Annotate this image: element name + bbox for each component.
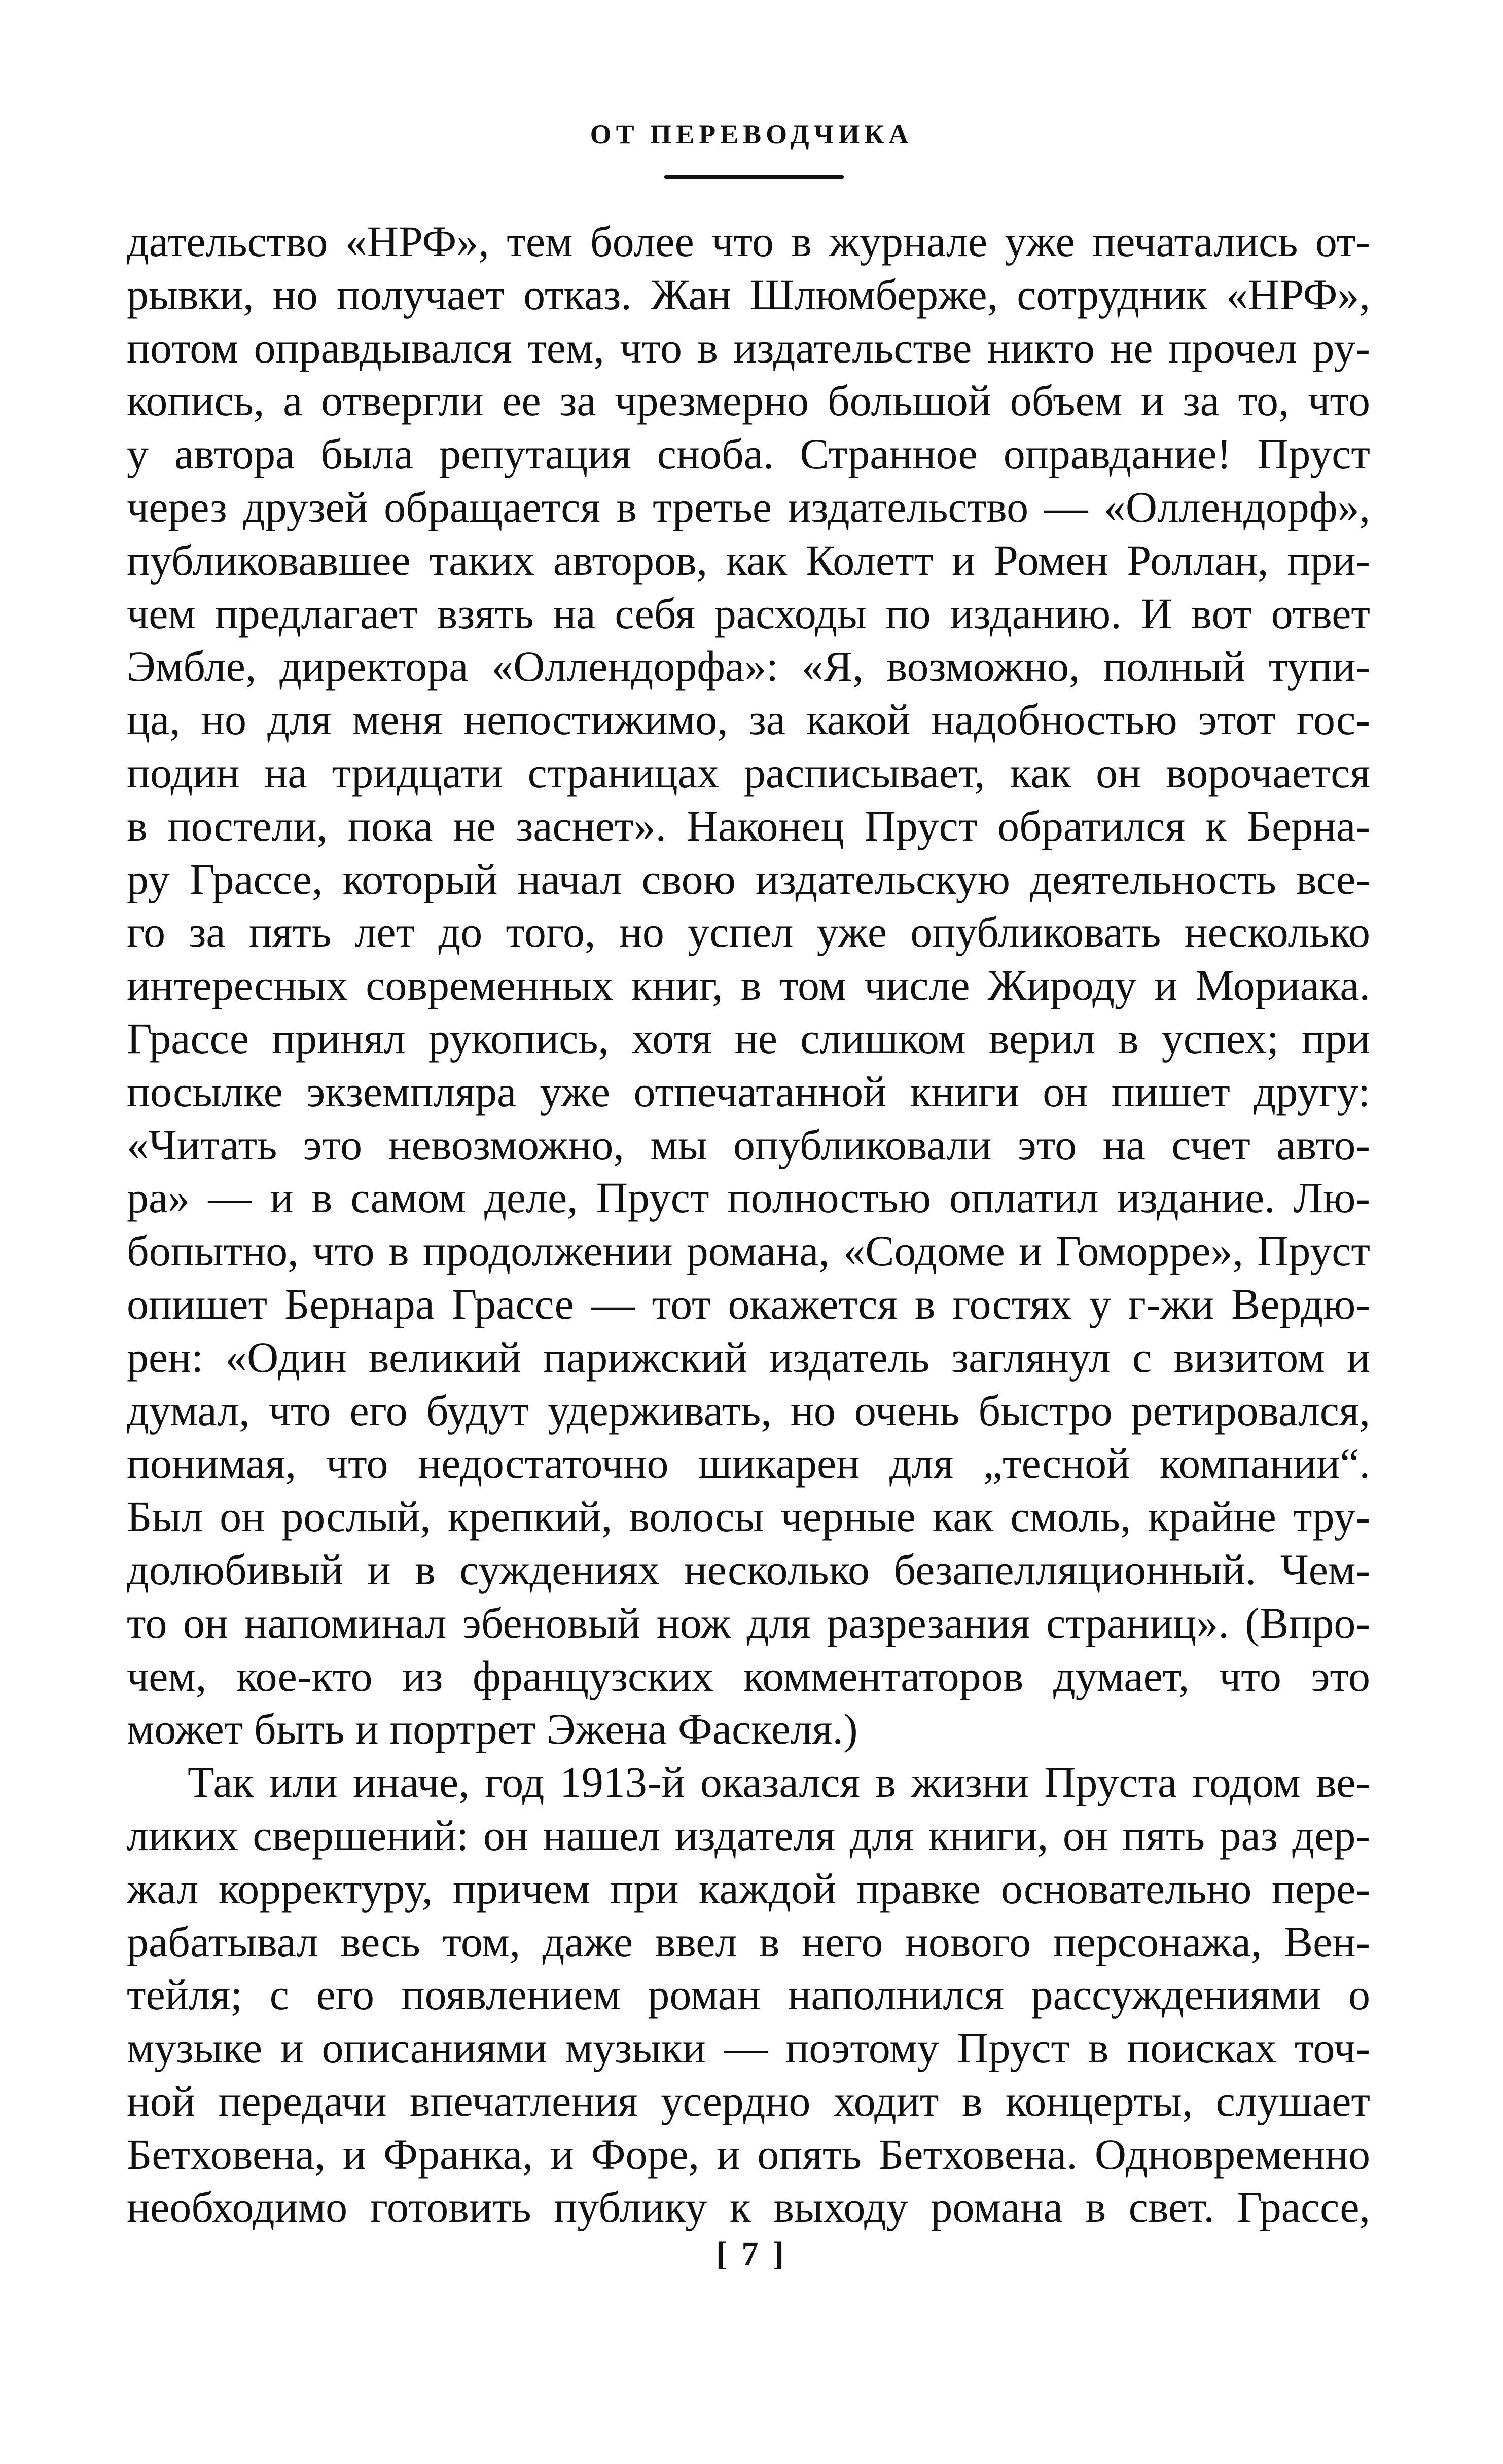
- text-line: потом оправдывался тем, что в издательстве никто не прочел ру-: [127, 323, 1370, 372]
- text-line: жал корректуру, причем при каждой правке основательно пере-: [127, 1864, 1370, 1913]
- text-line: Был он рослый, крепкий, волосы черные как смоль, крайне тру-: [127, 1492, 1370, 1541]
- text-line: то он напоминал эбеновый нож для разрезания страниц». (Впро-: [127, 1598, 1370, 1647]
- text-line: Эмбле, директора «Оллендорфа»: «Я, возможно, полный тупи-: [127, 642, 1370, 691]
- text-line: опишет Бернара Грассе — тот окажется в гостях у г-жи Вердю-: [127, 1279, 1370, 1328]
- running-head: ОТ ПЕРЕВОДЧИКА: [590, 119, 913, 150]
- text-line: может быть и портрет Эжена Фаскеля.): [127, 1705, 858, 1754]
- text-line: музыке и описаниями музыки — поэтому Пруст в поисках точ-: [127, 2023, 1370, 2073]
- text-line: ца, но для меня непостижимо, за какой надобностью этот гос-: [127, 695, 1370, 744]
- text-line: долюбивый и в суждениях несколько безапелляционный. Чем-: [127, 1545, 1370, 1594]
- text-line: через друзей обращается в третье издательство — «Оллендорф»,: [127, 482, 1370, 531]
- text-line: дательство «НРФ», тем более что в журнале уже печатались от-: [127, 217, 1370, 266]
- text-line: ликих свершений: он нашел издателя для книги, он пять раз дер-: [127, 1810, 1370, 1860]
- text-line: необходимо готовить публику к выходу романа в свет. Грассе,: [127, 2183, 1370, 2232]
- text-line: чем предлагает взять на себя расходы по изданию. И вот ответ: [127, 589, 1370, 638]
- text-line: Бетховена, и Франка, и Форе, и опять Бетховена. Одновременно: [127, 2129, 1370, 2179]
- body-text: [127, 215, 1370, 2234]
- text-line: чем, кое-кто из французских комментаторов думает, что это: [127, 1651, 1370, 1700]
- text-line: ной передачи впечатления усердно ходит в концерты, слушает: [127, 2076, 1370, 2125]
- header-rule: [664, 175, 844, 179]
- text-line: рен: «Один великий парижский издатель заглянул с визитом и: [127, 1332, 1370, 1382]
- text-line: думал, что его будут удерживать, но очень быстро ретировался,: [127, 1386, 1370, 1435]
- text-line: посылке экземпляра уже отпечатанной книги он пишет другу:: [127, 1067, 1370, 1116]
- text-line: в постели, пока не заснет». Наконец Пруст обратился к Берна-: [127, 801, 1370, 850]
- text-line: Так или иначе, год 1913-й оказался в жизни Пруста годом ве-: [188, 1758, 1370, 1807]
- text-line: ра» — и в самом деле, Пруст полностью оплатил издание. Лю-: [127, 1173, 1370, 1222]
- text-line: рывки, но получает отказ. Жан Шлюмберже, сотрудник «НРФ»,: [127, 270, 1370, 319]
- text-line: тейля; с его появлением роман наполнился рассуждениями о: [127, 1970, 1370, 2019]
- text-line: понимая, что недостаточно шикарен для „тесной компании“.: [127, 1439, 1370, 1488]
- text-line: подин на тридцати страницах расписывает, как он ворочается: [127, 748, 1370, 797]
- text-line: Грассе принял рукопись, хотя не слишком верил в успех; при: [127, 1013, 1370, 1063]
- page-number: [ 7 ]: [716, 2235, 787, 2272]
- text-line: го за пять лет до того, но успел уже опубликовать несколько: [127, 908, 1370, 957]
- text-line: публиковавшее таких авторов, как Колетт и Ромен Роллан, при-: [127, 535, 1370, 585]
- text-line: копись, а отвергли ее за чрезмерно большой объем и за то, что: [127, 376, 1370, 425]
- text-line: ру Грассе, который начал свою издательскую деятельность все-: [127, 854, 1370, 903]
- text-line: бопытно, что в продолжении романа, «Содоме и Гоморре», Пруст: [127, 1226, 1370, 1276]
- text-line: «Читать это невозможно, мы опубликовали это на счет авто-: [127, 1120, 1370, 1169]
- text-line: рабатывал весь том, даже ввел в него нового персонажа, Вен-: [127, 1917, 1370, 1966]
- text-line: интересных современных книг, в том числе Жироду и Мориака.: [127, 961, 1370, 1010]
- text-line: у автора была репутация сноба. Странное оправдание! Пруст: [127, 429, 1370, 479]
